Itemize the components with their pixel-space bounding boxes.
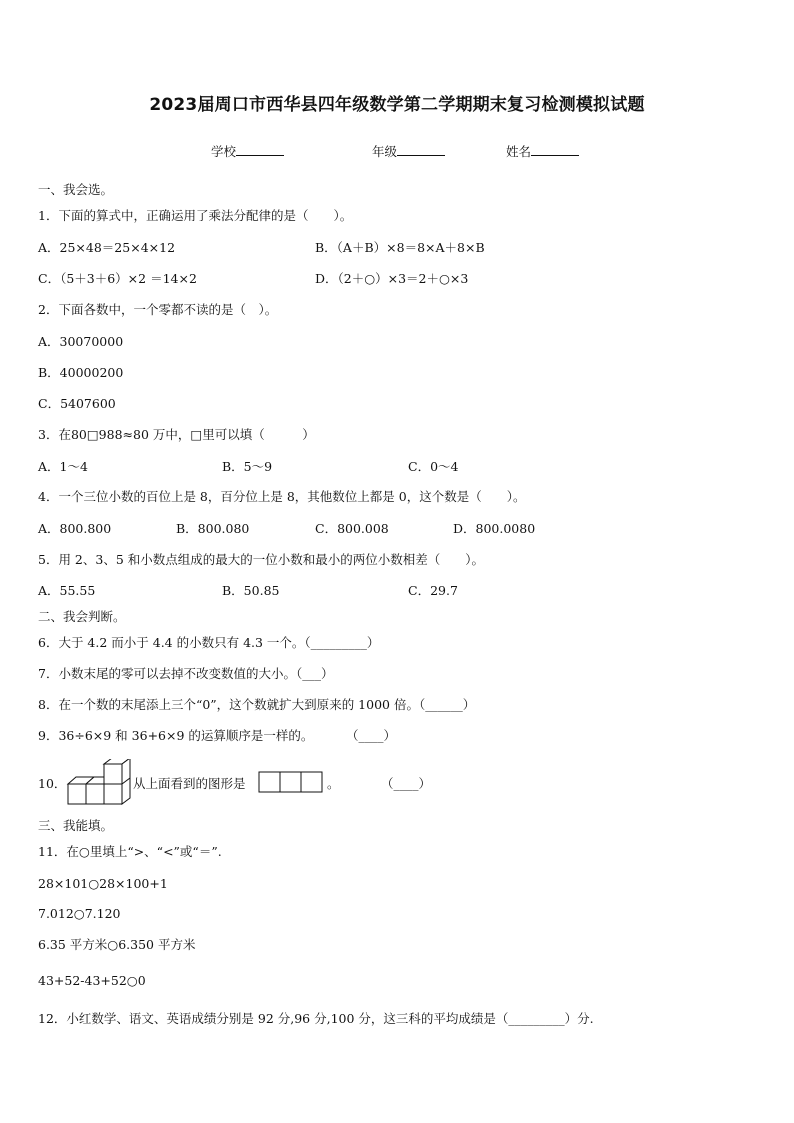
q10-blank[interactable]: （____） <box>381 776 432 791</box>
q4-stem: 4．一个三位小数的百位上是 8，百分位上是 8，其他数位上都是 0，这个数是（ ）。 <box>38 489 526 504</box>
q4-option-c[interactable]: C．800.008 <box>315 521 389 536</box>
q2-option-b[interactable]: B．40000200 <box>38 365 124 380</box>
q1-option-d[interactable]: D．（2＋○）×3＝2＋○×3 <box>315 271 469 286</box>
name-field <box>506 142 579 160</box>
q2-option-c[interactable]: C．5407600 <box>38 396 116 411</box>
q1-option-a[interactable]: A．25×48＝25×4×12 <box>38 240 176 255</box>
section-heading-1: 一、我会选。 <box>38 182 114 197</box>
q12: 12．小红数学、语文、英语成绩分别是 92 分,96 分,100 分，这三科的平均成绩是（_________）分. <box>38 1011 594 1026</box>
q4-option-a[interactable]: A．800.800 <box>38 521 112 536</box>
q11-stem: 11．在○里填上“>、“<”或“＝”. <box>38 844 222 859</box>
q4-option-b[interactable]: B．800.080 <box>176 521 250 536</box>
section-heading-3: 三、我能填。 <box>38 818 114 833</box>
q6: 6．大于 4.2 而小于 4.4 的小数只有 4.3 一个。（_________） <box>38 635 380 650</box>
q3-option-b[interactable]: B．5～9 <box>222 459 273 474</box>
q5-option-b[interactable]: B．50.85 <box>222 583 280 598</box>
name-label: 姓名 <box>506 144 532 159</box>
q9-stem: 9．36÷6×9 和 36+6×9 的运算顺序是一样的。 <box>38 728 314 743</box>
grade-label: 年级 <box>372 144 398 159</box>
q11-line-2: 7.012○7.120 <box>38 906 121 921</box>
page-title: 2023届周口市西华县四年级数学第二学期期末复习检测模拟试题 <box>149 95 645 115</box>
q11-line-4: 43+52-43+52○0 <box>38 973 146 988</box>
q10-end: 。 <box>327 776 340 791</box>
school-field <box>211 142 284 160</box>
q9-blank[interactable]: （____） <box>346 728 397 743</box>
school-blank[interactable] <box>236 143 284 156</box>
q8: 8．在一个数的末尾添上三个“0”，这个数就扩大到原来的 1000 倍。（______） <box>38 697 476 712</box>
section-heading-2: 二、我会判断。 <box>38 609 126 624</box>
q5-stem: 5．用 2、3、5 和小数点组成的最大的一位小数和最小的两位小数相差（ ）。 <box>38 552 485 567</box>
q1-stem: 1．下面的算式中，正确运用了乘法分配律的是（ ）。 <box>38 208 353 223</box>
q10-number: 10． <box>38 776 67 791</box>
q3-stem: 3．在80□988≈80 万中，□里可以填（ ） <box>38 427 315 442</box>
grade-field <box>372 142 445 160</box>
q11-line-3: 6.35 平方米○6.350 平方米 <box>38 937 196 952</box>
q1-option-b[interactable]: B．（A＋B）×8＝8×A＋8×B <box>315 240 485 255</box>
top-view-figure <box>258 771 324 793</box>
grade-blank[interactable] <box>397 143 445 156</box>
q1-option-c[interactable]: C．（5＋3＋6）×2 ＝14×2 <box>38 271 197 286</box>
q2-stem: 2．下面各数中，一个零都不读的是（ ）。 <box>38 302 278 317</box>
q11-line-1: 28×101○28×100+1 <box>38 876 168 891</box>
q3-option-c[interactable]: C．0～4 <box>408 459 459 474</box>
q5-option-c[interactable]: C．29.7 <box>408 583 458 598</box>
q10-text: 从上面看到的图形是 <box>133 776 246 791</box>
q3-option-a[interactable]: A．1～4 <box>38 459 88 474</box>
school-label: 学校 <box>211 144 237 159</box>
cube-stack-figure <box>66 759 132 807</box>
q4-option-d[interactable]: D．800.0080 <box>453 521 536 536</box>
q5-option-a[interactable]: A．55.55 <box>38 583 96 598</box>
q2-option-a[interactable]: A．30070000 <box>38 334 124 349</box>
q7: 7．小数末尾的零可以去掉不改变数值的大小。（___） <box>38 666 334 681</box>
name-blank[interactable] <box>531 143 579 156</box>
